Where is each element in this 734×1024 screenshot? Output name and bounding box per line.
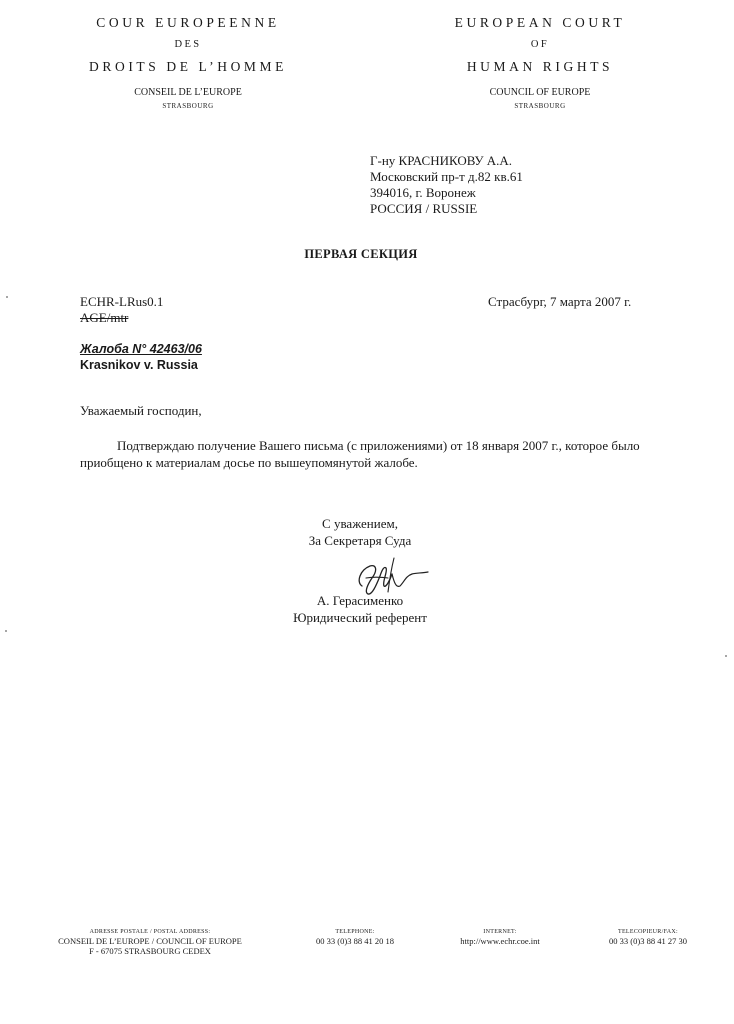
letterhead-en-line1: EUROPEAN COURT xyxy=(454,15,626,30)
section-heading: ПЕРВАЯ СЕКЦИЯ xyxy=(304,247,418,261)
application-reference xyxy=(80,341,202,373)
reference-initials: AGE/mtr xyxy=(80,310,129,325)
footer-address-line2: F - 67075 STRASBOURG CEDEX xyxy=(89,946,211,956)
closing-block xyxy=(230,515,490,549)
letterhead-fr-city: STRASBOURG xyxy=(162,102,214,110)
letterhead-en-city: STRASBOURG xyxy=(514,102,566,110)
footer-fax-label: TELECOPIEUR/FAX: xyxy=(617,929,679,935)
scan-speck xyxy=(5,630,7,632)
letterhead-fr-line1: COUR EUROPEENNE xyxy=(96,15,280,30)
footer-fax xyxy=(588,928,708,946)
place-date: Страсбург, 7 марта 2007 г. xyxy=(488,294,632,309)
recipient-address xyxy=(370,153,523,217)
footer-internet-label: INTERNET: xyxy=(483,929,517,935)
reference-block xyxy=(80,294,163,326)
scan-speck xyxy=(6,296,8,298)
salutation: Уважаемый господин, xyxy=(80,403,202,418)
recipient-city: 394016, г. Воронеж xyxy=(370,185,476,200)
letterhead-french xyxy=(60,12,316,112)
letterhead-fr-line3: DROITS DE L’HOMME xyxy=(89,59,287,74)
letterhead-fr-line2: DES xyxy=(174,39,202,50)
footer-telephone-label: TELEPHONE: xyxy=(335,929,375,935)
recipient-street: Московский пр-т д.82 кв.61 xyxy=(370,169,523,184)
letterhead-en-line3: HUMAN RIGHTS xyxy=(466,59,614,74)
signer-name: А. Герасименко xyxy=(316,593,404,608)
letterhead-english xyxy=(412,12,668,112)
letterhead-fr-council: CONSEIL DE L’EUROPE xyxy=(134,87,242,98)
footer-postal-address xyxy=(20,928,280,956)
signer-title: Юридический референт xyxy=(293,610,427,625)
letter-body: Подтверждаю получение Вашего письма (с приложениями) от 18 января 2007 г., которое было приобщено к материалам досье по вышеупомянутой жалобе. xyxy=(80,438,640,470)
recipient-country: РОССИЯ / RUSSIE xyxy=(370,201,478,216)
reference-code: ECHR-LRus0.1 xyxy=(80,294,164,309)
closing-on-behalf: За Секретаря Суда xyxy=(308,533,412,548)
letterhead-en-line2: OF xyxy=(530,39,550,50)
application-number: Жалоба N° 42463/06 xyxy=(80,342,202,356)
footer-fax-value: 00 33 (0)3 88 41 27 30 xyxy=(609,936,687,946)
recipient-name: Г-ну КРАСНИКОВУ А.А. xyxy=(370,153,513,168)
footer-internet-value: http://www.echr.coe.int xyxy=(460,936,540,946)
footer-internet xyxy=(440,928,560,946)
footer-address-line1: CONSEIL DE L’EUROPE / COUNCIL OF EUROPE xyxy=(58,936,242,946)
signer-block xyxy=(230,592,490,626)
footer-address-label: ADRESSE POSTALE / POSTAL ADDRESS: xyxy=(89,929,211,935)
scan-speck xyxy=(725,655,727,657)
footer-telephone xyxy=(300,928,410,946)
case-name: Krasnikov v. Russia xyxy=(80,358,198,372)
footer-telephone-value: 00 33 (0)3 88 41 20 18 xyxy=(316,936,394,946)
letterhead-en-council: COUNCIL OF EUROPE xyxy=(489,87,591,98)
closing-regards: С уважением, xyxy=(322,516,398,531)
